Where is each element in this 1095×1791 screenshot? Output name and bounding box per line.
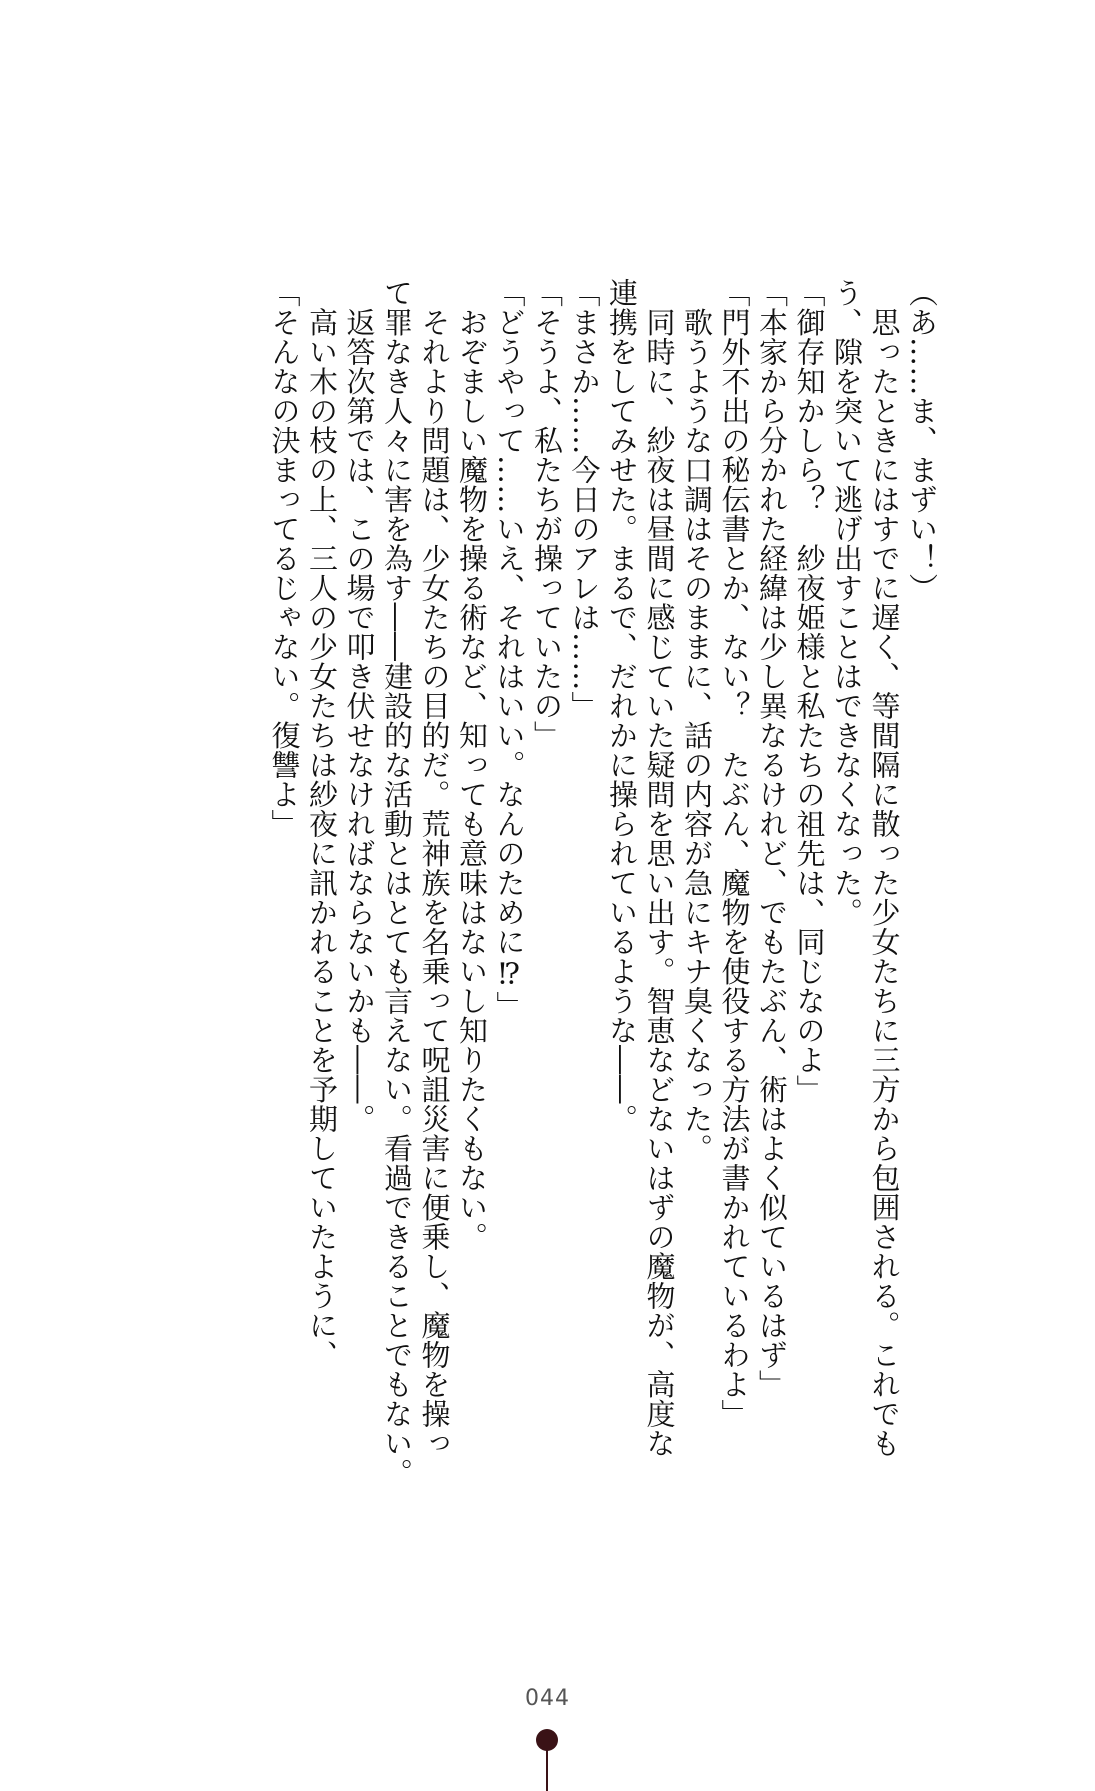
- text-line: 思ったときにはすでに遅く、等間隔に散った少女たちに三方から包囲される。これでも: [867, 278, 902, 1458]
- text-line: 「どうやって……いえ、それはいい。なんのために⁉」: [492, 278, 527, 1021]
- text-line: 「本家から分かれた経緯は少し異なるけれど、でもたぶん、術はよく似ているはず」: [755, 278, 789, 1399]
- text-line: 「門外不出の秘伝書とか、ない？ たぶん、魔物を使役する方法が書かれているわよ」: [717, 278, 752, 1429]
- page-number: 044: [525, 1686, 570, 1711]
- text-line: 歌うような口調はそのままに、話の内容が急にキナ臭くなった。: [680, 278, 714, 1163]
- text-line: （あ……ま、まずい！）: [905, 278, 939, 603]
- text-line: 連携をしてみせた。まるで、だれかに操られているような――。: [605, 278, 639, 1134]
- text-line: 「御存知かしら？ 紗夜姫様と私たちの祖先は、同じなのよ」: [792, 278, 827, 1104]
- text-line: 「まさか……今日のアレは……」: [567, 278, 602, 721]
- page-marker-line: [546, 1750, 548, 1791]
- text-line: う、隙を突いて逃げ出すことはできなくなった。: [830, 278, 864, 927]
- vertical-text-block: [140, 278, 940, 1508]
- text-line: それより問題は、少女たちの目的だ。荒神族を名乗って呪詛災害に便乗し、魔物を操っ: [417, 278, 452, 1458]
- text-line: 高い木の枝の上、三人の少女たちは紗夜に訊かれることを予期していたように、: [305, 278, 339, 1370]
- text-line: 同時に、紗夜は昼間に感じていた疑問を思い出す。智恵などないはずの魔物が、高度な: [642, 278, 677, 1458]
- text-line: て罪なき人々に害を為す――建設的な活動とはとても言えない。看過できることでもない。: [380, 278, 414, 1488]
- text-line: 返答次第では、この場で叩き伏せなければならないかも――。: [342, 278, 377, 1134]
- text-line: 「そんなの決まってるじゃない。復讐よ」: [267, 278, 302, 839]
- page-marker-dot: [536, 1729, 558, 1751]
- text-line: 「そうよ、私たちが操っていたの」: [530, 278, 564, 750]
- text-line: おぞましい魔物を操る術など、知っても意味はないし知りたくもない。: [455, 278, 489, 1252]
